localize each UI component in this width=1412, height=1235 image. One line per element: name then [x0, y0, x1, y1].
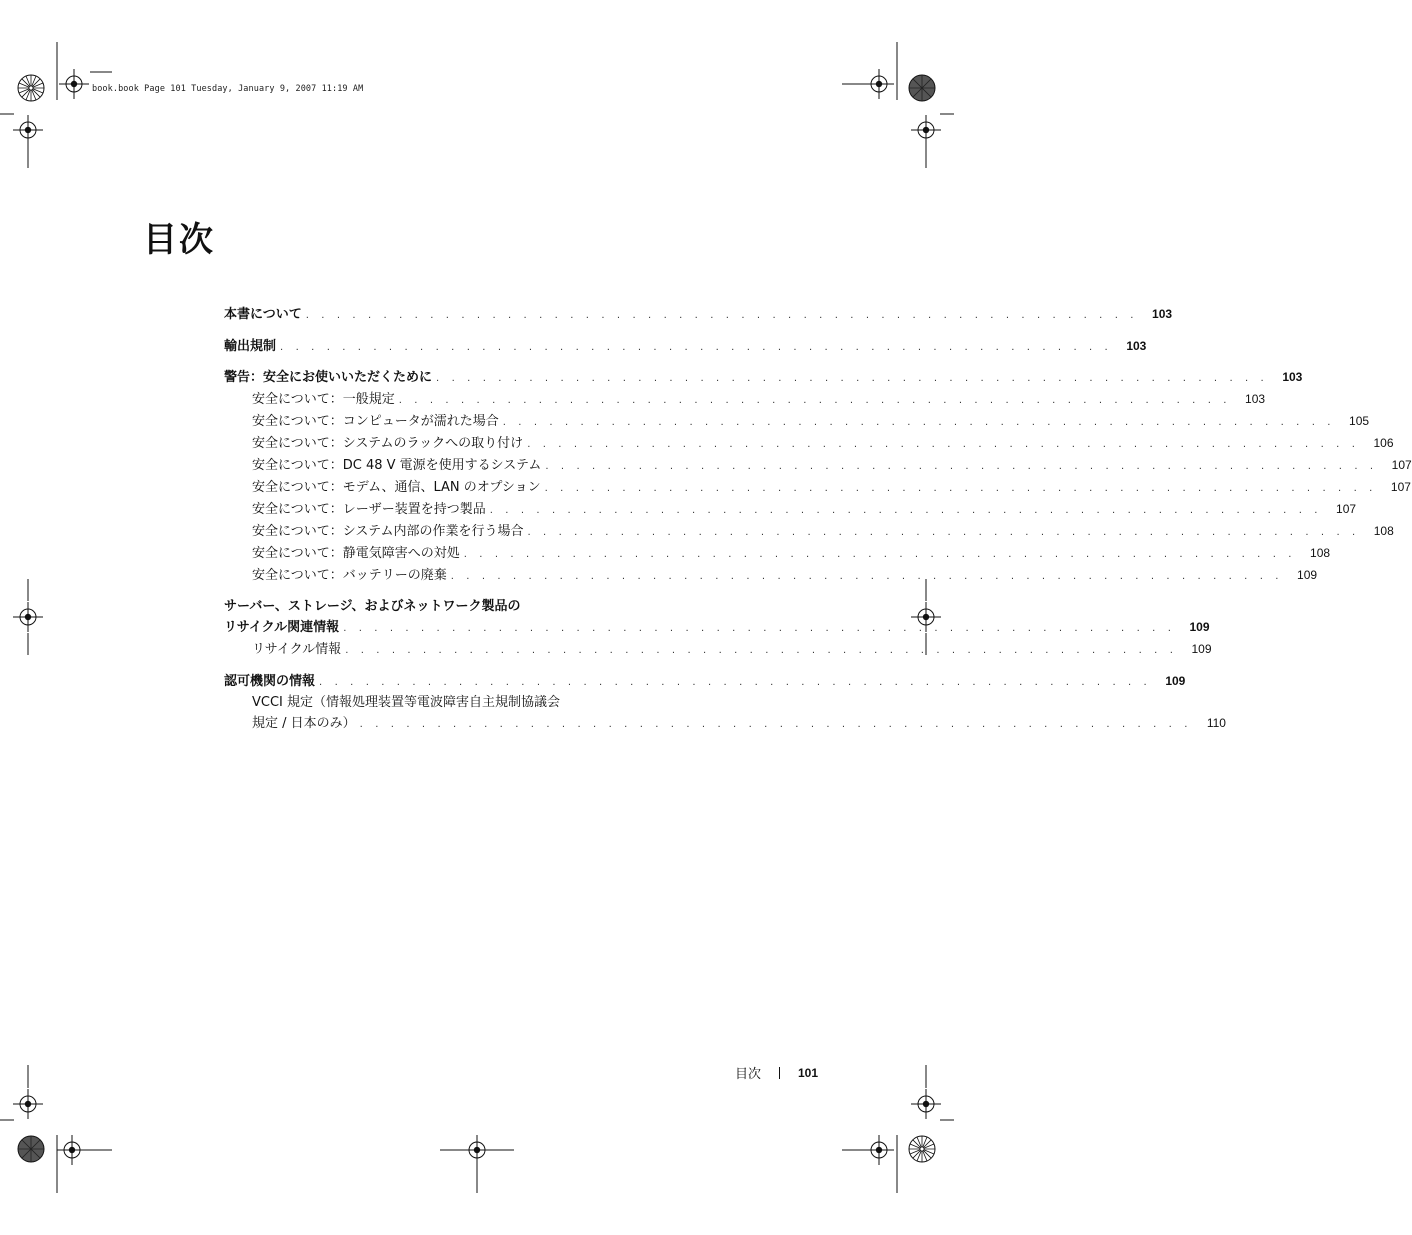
dot-leader: . . . . . . . . . . . . . . . . . . . . . . . . . . . . . . . . . . . . . . . . . . . . . . . . . . . . . . [544, 483, 1377, 495]
toc-entry-page: 103 [1152, 307, 1173, 321]
page-title: 目次 [143, 220, 215, 260]
toc-entry-label: 警告：安全にお使いいただくために [224, 370, 433, 386]
footer-page-number: 101 [797, 1065, 818, 1080]
dot-leader: . . . . . . . . . . . . . . . . . . . . . . . . . . . . . . . . . . . . . . . . . . . . . . . . . . . . . . [489, 505, 1323, 517]
toc-entry-page: 108 [1373, 524, 1394, 539]
toc-entry-label: リサイクル情報 [252, 642, 342, 658]
toc-entry-recycling-info-main[interactable] [224, 617, 1210, 639]
toc-entry-vcci-heading[interactable] [224, 693, 684, 713]
toc-entry-regulatory-info[interactable] [224, 671, 1186, 693]
dot-leader: . . . . . . . . . . . . . . . . . . . . . . . . . . . . . . . . . . . . . . . . . . . . . . . . . . . . . . [545, 461, 1378, 473]
dot-leader: . . . . . . . . . . . . . . . . . . . . . . . . . . . . . . . . . . . . . . . . . . . . . . . . . . . . . . [305, 310, 1139, 321]
dot-leader: . . . . . . . . . . . . . . . . . . . . . . . . . . . . . . . . . . . . . . . . . . . . . . . . . . . . . . [345, 645, 1178, 657]
toc-entry-page: 109 [1297, 568, 1318, 583]
toc-entry-safety-battery[interactable] [224, 565, 1318, 587]
dot-leader: . . . . . . . . . . . . . . . . . . . . . . . . . . . . . . . . . . . . . . . . . . . . . . . . . . . . . . [450, 571, 1284, 583]
toc-entry-page: 103 [1282, 370, 1303, 385]
toc-entry-label: 安全について：一般規定 [252, 392, 395, 408]
toc-entry-page: 109 [1189, 620, 1210, 635]
toc-entry-label-line1: VCCI 規定（情報処理装置等電波障害自主規制協議会 [252, 694, 561, 710]
toc-entry-label: 安全について：バッテリーの廃棄 [252, 568, 447, 584]
toc-entry-page: 107 [1390, 480, 1411, 495]
toc-entry-page: 106 [1373, 436, 1394, 451]
toc-entry-label: 輸出規制 [224, 338, 277, 354]
dot-leader: . . . . . . . . . . . . . . . . . . . . . . . . . . . . . . . . . . . . . . . . . . . . . . . . . . . . . . [436, 373, 1269, 385]
dot-leader: . . . . . . . . . . . . . . . . . . . . . . . . . . . . . . . . . . . . . . . . . . . . . . . . . . . . . . [343, 623, 1176, 635]
toc-entry-safety-inside-system[interactable] [224, 521, 1394, 543]
toc-entry-safety-laser[interactable] [224, 499, 1357, 521]
toc-entry-safety-general[interactable] [224, 389, 1266, 411]
toc-entry-safety-warnings[interactable] [224, 367, 1303, 389]
toc-entry-label: 安全について：静電気障害への対処 [252, 546, 460, 562]
toc-entry-page: 107 [1336, 502, 1357, 517]
toc-entry-page: 109 [1191, 642, 1212, 657]
toc-entry-safety-rack-mounting[interactable] [224, 433, 1394, 455]
dot-leader: . . . . . . . . . . . . . . . . . . . . . . . . . . . . . . . . . . . . . . . . . . . . . . . . . . . . . . [319, 676, 1152, 688]
print-header-meta: book.book Page 101 Tuesday, January 9, 2007 11:19 AM [92, 84, 364, 94]
toc-entry-safety-esd[interactable] [224, 543, 1331, 565]
toc-entry-safety-modem-lan[interactable] [224, 477, 1411, 499]
toc-entry-about-this-book[interactable] [224, 304, 1173, 326]
dot-leader: . . . . . . . . . . . . . . . . . . . . . . . . . . . . . . . . . . . . . . . . . . . . . . . . . . . . . . [280, 341, 1113, 353]
toc-entry-safety-dc-power[interactable] [224, 455, 1412, 477]
toc-entry-label: 安全について：システムのラックへの取り付け [252, 436, 524, 452]
dot-leader: . . . . . . . . . . . . . . . . . . . . . . . . . . . . . . . . . . . . . . . . . . . . . . . . . . . . . . [398, 395, 1232, 407]
toc-entry-label: 安全について：コンピュータが濡れた場合 [252, 414, 499, 430]
toc-entry-label: 認可機関の情報 [224, 673, 316, 689]
toc-entry-label: 安全について：レーザー装置を持つ製品 [252, 502, 486, 518]
toc-entry-label: 安全について：システム内部の作業を行う場合 [252, 524, 524, 540]
dot-leader: . . . . . . . . . . . . . . . . . . . . . . . . . . . . . . . . . . . . . . . . . . . . . . . . . . . . . . [502, 417, 1336, 429]
toc-entry-safety-wet-computer[interactable] [224, 411, 1370, 433]
toc-entry-page: 110 [1206, 715, 1226, 730]
toc-entry-label-line1: サーバー、ストレージ、およびネットワーク製品の [224, 598, 521, 614]
toc-entry-export-regulations[interactable] [224, 336, 1147, 358]
toc-entry-vcci[interactable] [224, 713, 1226, 735]
toc-entry-label: リサイクル関連情報 [224, 620, 340, 636]
toc-entry-page: 103 [1126, 338, 1147, 353]
toc-entry-recycling-info[interactable] [224, 639, 1212, 661]
table-of-contents [224, 304, 1412, 735]
toc-entry-page: 103 [1245, 392, 1266, 407]
toc-entry-recycling-heading[interactable] [224, 597, 684, 617]
toc-entry-label: 安全について：DC 48 V 電源を使用するシステム [252, 458, 542, 474]
toc-entry-label: 規定 / 日本のみ） [252, 715, 356, 731]
toc-entry-page: 109 [1165, 673, 1186, 688]
toc-entry-label: 安全について：モデム、通信、LAN のオプション [252, 480, 541, 496]
footer-section-name: 目次 [734, 1067, 761, 1082]
footer-divider [779, 1067, 780, 1079]
dot-leader: . . . . . . . . . . . . . . . . . . . . . . . . . . . . . . . . . . . . . . . . . . . . . . . . . . . . . . [359, 718, 1192, 730]
dot-leader: . . . . . . . . . . . . . . . . . . . . . . . . . . . . . . . . . . . . . . . . . . . . . . . . . . . . . . [463, 549, 1297, 561]
toc-entry-page: 105 [1349, 414, 1370, 429]
toc-entry-page: 108 [1310, 546, 1331, 561]
dot-leader: . . . . . . . . . . . . . . . . . . . . . . . . . . . . . . . . . . . . . . . . . . . . . . . . . . . . . . [527, 527, 1360, 539]
dot-leader: . . . . . . . . . . . . . . . . . . . . . . . . . . . . . . . . . . . . . . . . . . . . . . . . . . . . . . [527, 439, 1360, 451]
toc-entry-label: 本書について [224, 307, 302, 322]
page-footer [735, 1063, 818, 1082]
toc-entry-page: 107 [1391, 458, 1412, 473]
